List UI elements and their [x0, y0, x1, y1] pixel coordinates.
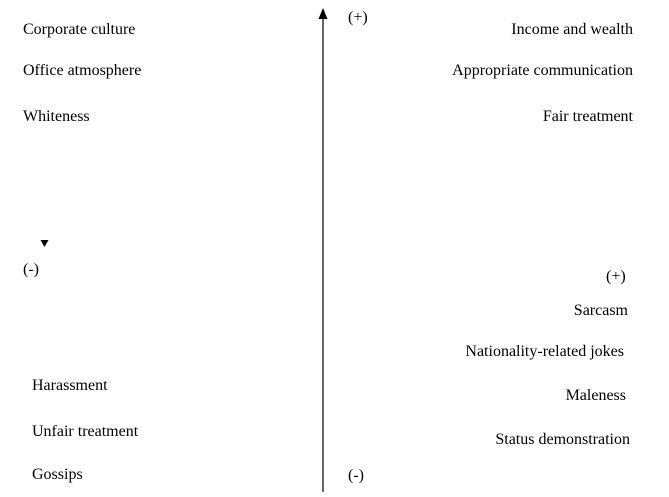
top-left-item: Whiteness: [23, 108, 90, 125]
vertical-axis-arrowhead-icon: [319, 8, 328, 19]
axis-top-positive-label: (+): [348, 9, 368, 26]
bottom-right-item: Sarcasm: [573, 302, 628, 319]
bottom-right-item: Status demonstration: [495, 431, 630, 448]
bottom-right-item: Maleness: [565, 387, 626, 404]
axis-bottom-negative-label: (-): [348, 467, 364, 484]
axis-left-negative-label: (-): [23, 261, 39, 278]
bottom-left-item: Unfair treatment: [32, 423, 139, 440]
top-right-item: Fair treatment: [542, 108, 633, 125]
horizontal-axis-arrowhead-icon: [41, 240, 49, 247]
top-right-item: Income and wealth: [511, 21, 633, 38]
top-left-item: Office atmosphere: [23, 62, 142, 79]
bottom-left-item: Gossips: [32, 466, 83, 483]
top-left-item: Corporate culture: [23, 21, 136, 38]
bottom-left-item: Harassment: [32, 377, 108, 394]
top-right-item: Appropriate communication: [452, 62, 633, 79]
axis-right-positive-label: (+): [606, 268, 626, 285]
bottom-right-item: Nationality-related jokes: [465, 343, 624, 360]
